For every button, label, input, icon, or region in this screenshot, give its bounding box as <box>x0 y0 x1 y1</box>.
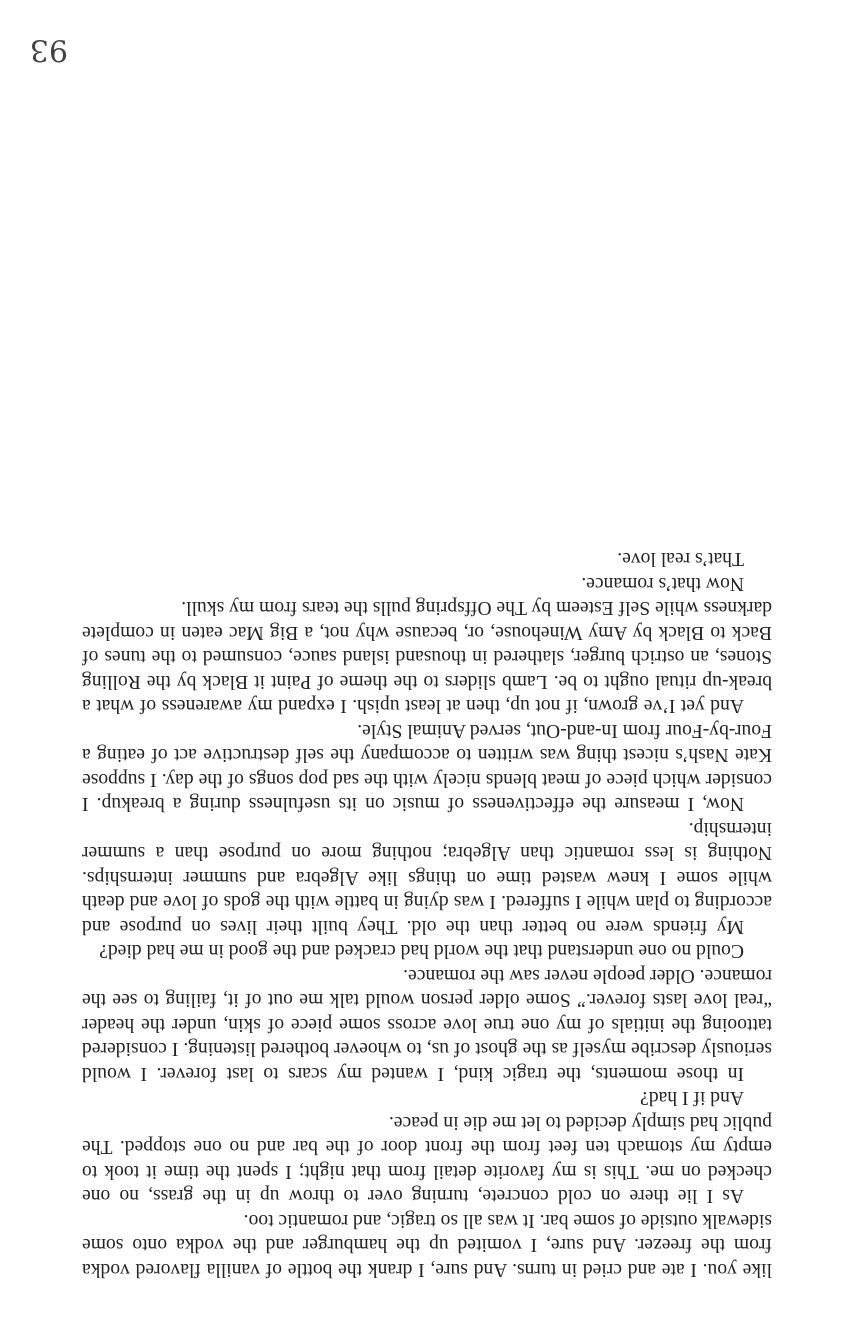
paragraph: like you. I ate and cried in turns. And sure, I drank the bottle of vanilla flavored vodka from the freezer. And sure, I vomited up the hamburger and the vodka onto some sidewalk outside of some bar. It was all so tragic, and romantic too. <box>82 1210 772 1280</box>
paragraph: As I lie there on cold concrete, turning over to throw up in the grass, no one checked on me. This is my favorite detail from that night; I spent the time it took to empty my stomach ten feet from the front door of the bar and no one stopped. The public had simply decided to let me die in peace. <box>82 1112 772 1207</box>
paragraph: And if I had? <box>640 1087 744 1109</box>
paragraph: That’s real love. <box>617 548 744 570</box>
paragraph: My friends were no better than the old. They built their lives on purpose and according to plan while I suffered. I was dying in battle with the gods of love and death while some I knew wasted time on things like Algebra and summer internships. Nothing is less romantic than Algebra; nothing more on purpose than a summer internship. <box>82 818 772 937</box>
paragraph: In those moments, the tragic kind, I wanted my scars to last forever. I would seriously describe myself as the ghost of us, to whoever bothered listening. I considered tattooing the initials of my one true love across some piece of skin, under the header “real love lasts forever.” Some older person would talk me out of it, failing to see the romance. Older people never saw the romance. <box>82 965 772 1084</box>
paragraph: Now that’s romance. <box>581 573 744 594</box>
paragraph: Could no one understand that the world had cracked and the good in me had died? <box>99 940 744 962</box>
paragraph: And yet I’ve grown, if not up, then at least upish. I expand my awareness of what a break-up ritual ought to be. Lamb sliders to the theme of Paint it Black by the Rolling Stones, an ostrich burger, slathered in thousand island sauce, consumed to the tunes of Back to Black by Amy Winehouse, or, because why not, a Big Mac eaten in complete darkness while Self Esteem by The Offspring pulls the tears from my skull. <box>82 597 772 717</box>
paragraph: Now, I measure the effectiveness of music on its usefulness during a breakup. I consider which piece of meat blends nicely with the sad pop songs of the day. I suppose Kate Nash’s nicest thing was written to accompany the self destructive act of eating a Four-by-Four from In-and-Out, served Animal Style. <box>82 720 772 815</box>
page-number: 93 <box>29 32 68 67</box>
body-text <box>82 546 772 1281</box>
